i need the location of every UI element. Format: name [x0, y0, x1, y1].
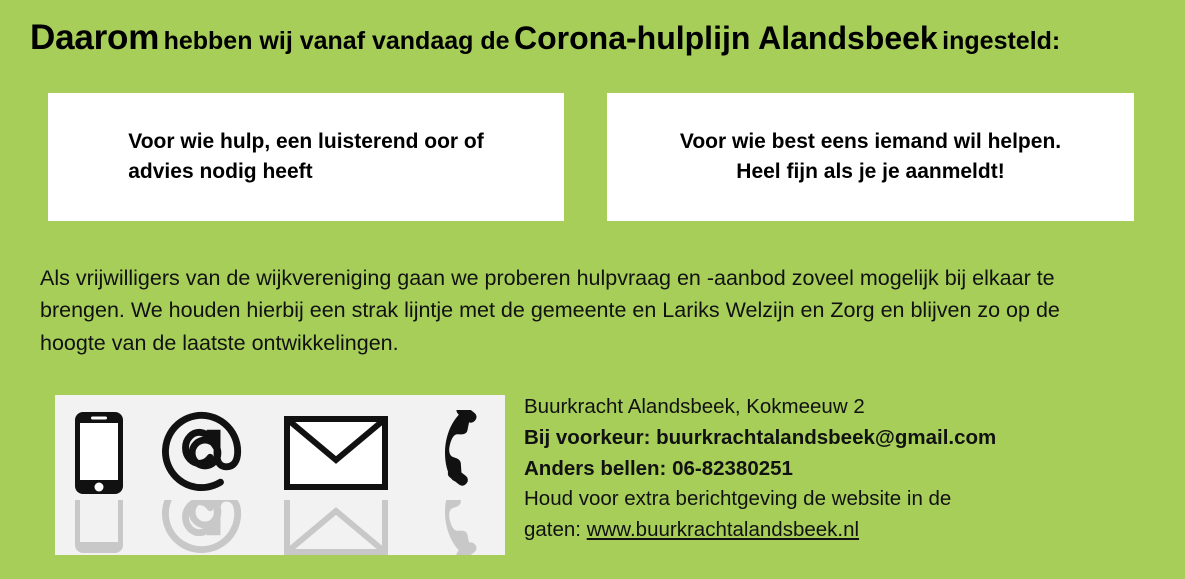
contact-website-prefix: gaten:	[524, 518, 581, 541]
callout-box-help-needed-text	[128, 127, 483, 188]
headline-part-1: Daarom	[30, 18, 160, 57]
contact-details	[524, 392, 1164, 546]
headline-part-2: hebben wij vanaf vandaag de	[163, 27, 510, 55]
callout-right-line-1: Voor wie best eens iemand wil helpen.	[679, 129, 1062, 153]
mobile-phone-icon	[73, 410, 125, 496]
contact-icons-reflection	[55, 500, 505, 555]
callout-left-line-1: Voor wie hulp, een luisterend oor of	[128, 129, 484, 153]
callout-box-help-offered-text	[680, 127, 1061, 188]
envelope-icon-reflection	[284, 500, 388, 555]
contact-website-line-2	[524, 515, 1164, 546]
contact-email-line: Bij voorkeur: buurkrachtalandsbeek@gmail.com	[524, 425, 997, 449]
contact-website-line-1: Houd voor extra berichtgeving de website in de	[524, 487, 952, 511]
website-link[interactable]: www.buurkrachtalandsbeek.nl	[586, 518, 860, 541]
contact-phone-line: Anders bellen: 06-82380251	[524, 456, 793, 480]
callout-box-help-needed	[48, 93, 564, 221]
mobile-phone-icon-reflection	[73, 500, 125, 555]
body-paragraph: Als vrijwilligers van de wijkvereniging gaan we proberen hulpvraag en -aanbod zoveel mogelijk bij elkaar te brengen. We houden hierbij een strak lijntje met de gemeente en Lariks Welzijn en Zorg en blijven zo op de hoogte van de laatste ontwikkelingen.	[40, 266, 1060, 355]
at-sign-icon	[162, 410, 248, 496]
at-sign-icon-reflection	[162, 500, 248, 555]
contact-icons-image	[55, 395, 505, 555]
telephone-handset-icon-reflection	[425, 500, 487, 555]
contact-address: Buurkracht Alandsbeek, Kokmeeuw 2	[524, 395, 865, 418]
envelope-icon	[284, 416, 388, 490]
contact-icons-row	[55, 405, 505, 500]
telephone-handset-icon	[425, 410, 487, 496]
callout-box-help-offered	[607, 93, 1134, 221]
page-title	[30, 18, 1160, 58]
headline-part-4: ingesteld:	[942, 27, 1061, 55]
callout-right-line-2: Heel fijn als je je aanmeldt!	[736, 160, 1005, 183]
headline-part-3: Corona-hulplijn Alandsbeek	[513, 20, 938, 56]
callout-left-line-2: advies nodig heeft	[128, 160, 313, 183]
